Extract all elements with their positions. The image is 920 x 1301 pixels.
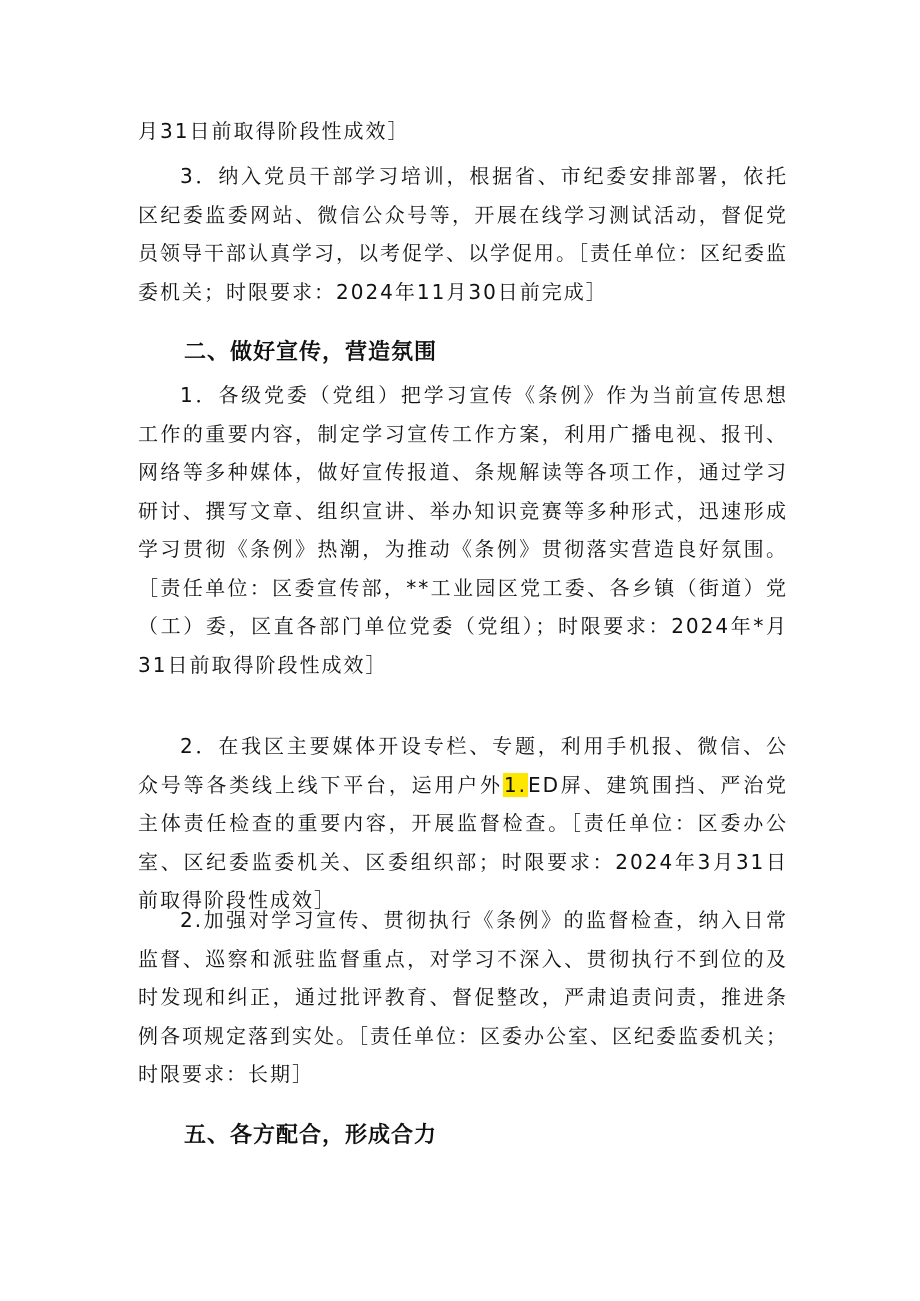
paragraph-text: 2．在我区主要媒体开设专栏、专题，利用手机报、微信、公众号等各类线上线下平台，运用户外 — [138, 734, 788, 797]
paragraph-text: 2.加强对学习宣传、贯彻执行《条例》的监督检查，纳入日常监督、巡察和派驻监督重点，对学习不深入、贯彻执行不到位的及时发现和纠正，通过批评教育、督促整改，严肃追责问责，推进条例各项规定落到实处。［责任单位：区委办公室、区纪委监委机关；时限要求：长期］ — [138, 908, 788, 1086]
section-heading-2: 二、做好宣传，营造氛围 — [184, 340, 438, 365]
paragraph-item-2 — [138, 727, 788, 920]
paragraph-continued — [138, 112, 788, 151]
paragraph-text: 1．各级党委（党组）把学习宣传《条例》作为当前宣传思想工作的重要内容，制定学习宣传工作方案，利用广播电视、报刊、网络等多种媒体，做好宣传报道、条规解读等各项工作，通过学习研讨、撰写文章、组织宣讲、举办知识竞赛等多种形式，迅速形成学习贯彻《条例》热潮，为推动《条例》贯彻落实营造良好氛围。［责任单位：区委宣传部，**工业园区党工委、各乡镇（街道）党（工）委，区直各部门单位党委（党组）；时限要求：2024年*月31日前取得阶段性成效］ — [138, 383, 788, 677]
section-heading-5: 五、各方配合，形成合力 — [184, 1123, 438, 1148]
paragraph-item-2b — [138, 901, 788, 1094]
paragraph-item-3 — [138, 157, 788, 311]
highlighted-text: 1. — [503, 772, 527, 797]
paragraph-item-1 — [138, 376, 788, 684]
paragraph-text: ED屏、建筑围挡、严治党主体责任检查的重要内容，开展监督检查。［责任单位：区委办公室、区纪委监委机关、区委组织部；时限要求：2024年3月31日前取得阶段性成效］ — [138, 772, 788, 912]
paragraph-text: 月31日前取得阶段性成效］ — [138, 119, 410, 143]
paragraph-text: 3．纳入党员干部学习培训，根据省、市纪委安排部署，依托区纪委监委网站、微信公众号等，开展在线学习测试活动，督促党员领导干部认真学习，以考促学、以学促用。［责任单位：区纪委监委机关；时限要求：2024年11月30日前完成］ — [138, 164, 788, 304]
